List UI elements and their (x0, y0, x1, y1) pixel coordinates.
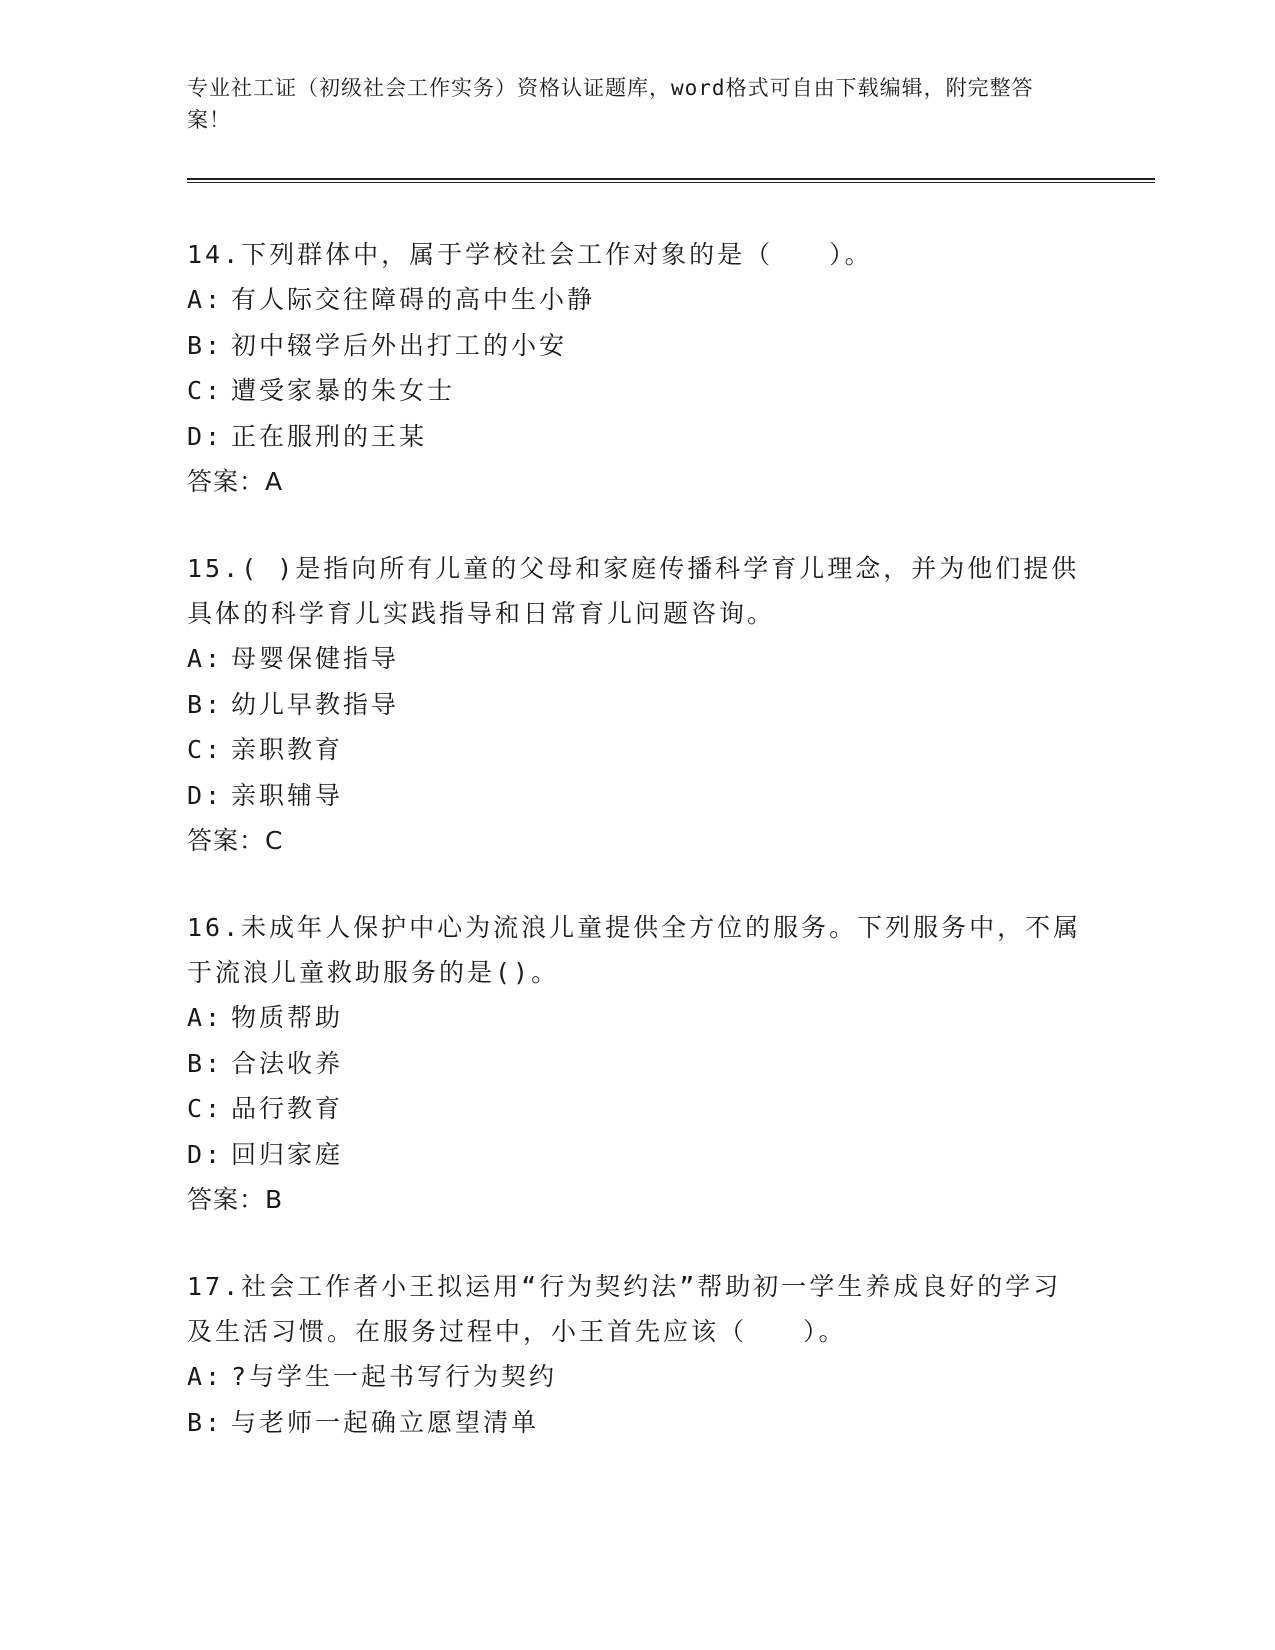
option-text: 正在服刑的王某 (231, 421, 428, 451)
option-letter: D: (187, 780, 224, 810)
header-divider (187, 178, 1155, 183)
option-text: 物质帮助 (231, 1003, 344, 1032)
question-15 (187, 546, 1087, 863)
option-text: 合法收养 (231, 1048, 344, 1078)
question-17 (187, 1264, 1087, 1445)
option-c (187, 727, 1087, 773)
answer: 答案：C (187, 826, 284, 855)
option-letter: A: (187, 1003, 224, 1032)
option-letter: C: (187, 735, 224, 764)
option-letter: A: (187, 1362, 224, 1391)
question-stem: 14.下列群体中，属于学校社会工作对象的是（ ）。 (187, 240, 873, 269)
option-letter: C: (187, 376, 224, 405)
option-text: 初中辍学后外出打工的小安 (231, 330, 568, 360)
option-text: 与老师一起确立愿望清单 (231, 1407, 540, 1437)
option-text: 遭受家暴的朱女士 (231, 376, 456, 405)
question-16 (187, 905, 1087, 1222)
option-text: 品行教育 (231, 1094, 344, 1123)
option-d (187, 773, 1087, 819)
document-header: 专业社工证（初级社会工作实务）资格认证题库，word格式可自由下载编辑，附完整答案！ (187, 76, 1034, 132)
option-a (187, 995, 1087, 1041)
option-a (187, 1354, 1087, 1400)
option-text: 幼儿早教指导 (231, 689, 400, 719)
answer: 答案：B (187, 1185, 284, 1214)
option-text: 回归家庭 (231, 1139, 344, 1169)
option-letter: B: (187, 689, 224, 719)
option-letter: C: (187, 1094, 224, 1123)
option-text: 亲职辅导 (231, 780, 344, 810)
option-letter: D: (187, 421, 224, 451)
option-c (187, 368, 1087, 414)
option-text: 有人际交往障碍的高中生小静 (231, 285, 596, 314)
option-a (187, 277, 1087, 323)
question-14 (187, 232, 1087, 504)
option-b (187, 682, 1087, 728)
option-letter: D: (187, 1139, 224, 1169)
option-b (187, 323, 1087, 369)
question-list (187, 232, 1087, 1487)
option-b (187, 1041, 1087, 1087)
answer: 答案：A (187, 467, 284, 496)
option-d (187, 414, 1087, 460)
question-stem: 15.( )是指向所有儿童的父母和家庭传播科学育儿理念，并为他们提供具体的科学育儿实践指导和日常育儿问题咨询。 (187, 554, 1080, 628)
option-text: 亲职教育 (231, 735, 344, 764)
option-text: ?与学生一起书写行为契约 (231, 1362, 558, 1391)
question-stem: 17.社会工作者小王拟运用“行为契约法”帮助初一学生养成良好的学习及生活习惯。在服务过程中，小王首先应该（ ）。 (187, 1272, 1062, 1346)
option-letter: A: (187, 644, 224, 673)
option-letter: B: (187, 330, 224, 360)
option-b (187, 1400, 1087, 1446)
option-letter: B: (187, 1048, 224, 1078)
option-c (187, 1086, 1087, 1132)
question-stem: 16.未成年人保护中心为流浪儿童提供全方位的服务。下列服务中，不属于流浪儿童救助服务的是()。 (187, 913, 1082, 987)
option-a (187, 636, 1087, 682)
option-text: 母婴保健指导 (231, 644, 400, 673)
option-letter: B: (187, 1407, 224, 1437)
option-d (187, 1132, 1087, 1178)
option-letter: A: (187, 285, 224, 314)
